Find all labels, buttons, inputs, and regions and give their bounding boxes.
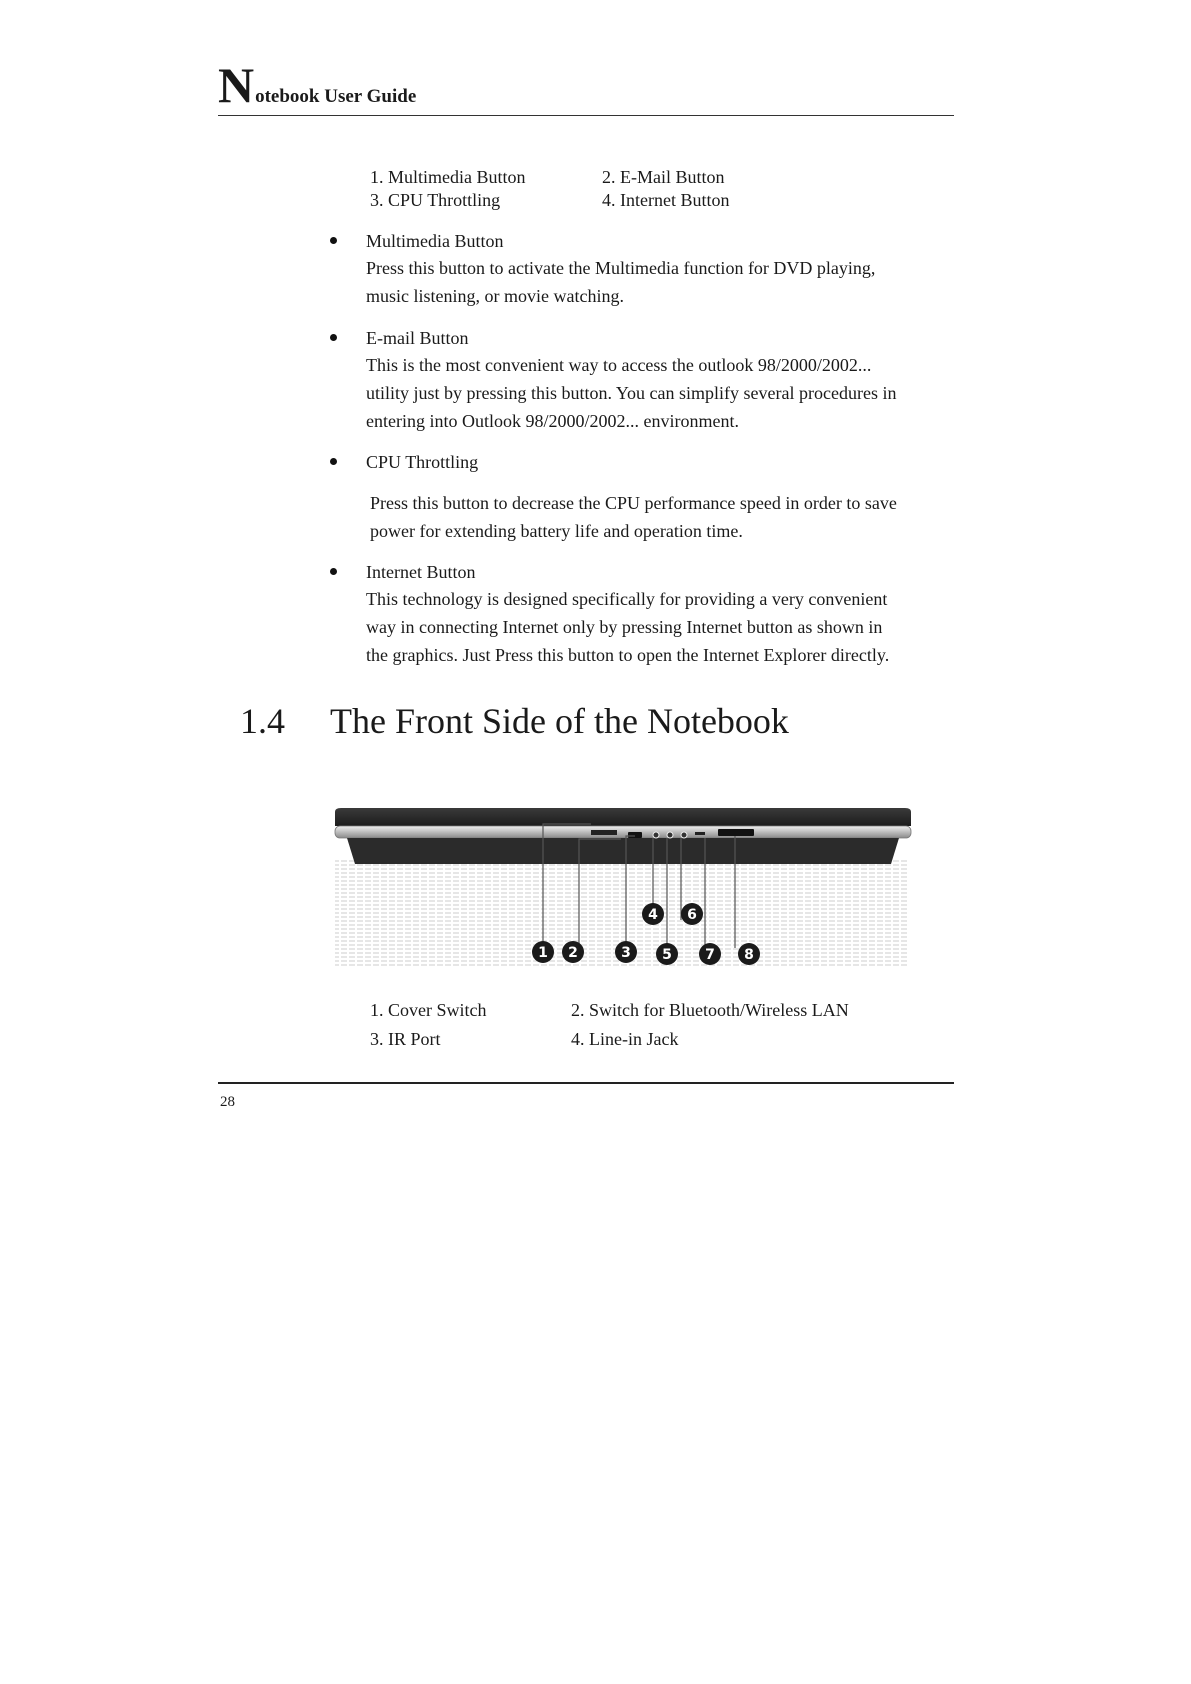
section-title: The Front Side of the Notebook xyxy=(330,701,789,741)
key-item: 3. IR Port xyxy=(370,1029,441,1049)
header-initial: N xyxy=(218,57,255,113)
notebook-trim xyxy=(335,826,911,838)
card-slot xyxy=(718,829,754,836)
notebook-lid xyxy=(335,808,911,826)
bullet-title: Internet Button xyxy=(366,562,476,582)
callout-8-label: 8 xyxy=(744,947,754,963)
bullet-dot xyxy=(330,334,337,341)
callout-1-label: 1 xyxy=(538,945,548,961)
notebook-front-figure xyxy=(333,808,913,968)
page-number: 28 xyxy=(220,1094,235,1110)
bullet-description: Press this button to activate the Multimedia function for DVD playing, music listening, or movie watching. xyxy=(366,258,876,306)
callout-2-label: 2 xyxy=(568,945,578,961)
front-led xyxy=(695,832,705,835)
key-item: 1. Cover Switch xyxy=(370,1000,487,1020)
bullet-dot xyxy=(330,568,337,575)
bullet-description: This is the most convenient way to access the outlook 98/2000/2002... utility just by pressing this button. You can simplify several procedures in entering into Outlook 98/2000/2002... environment. xyxy=(366,355,897,431)
bullet-description: This technology is designed specifically for providing a very convenient way in connecting Internet only by pressing Internet button as shown in the graphics. Just Press this button to open the Internet Explorer directly. xyxy=(366,589,890,665)
callout-7-label: 7 xyxy=(705,947,715,963)
bullet-dot xyxy=(330,237,337,244)
key-item: 3. CPU Throttling xyxy=(370,190,501,210)
bullet-title: E-mail Button xyxy=(366,328,469,348)
footer-rule xyxy=(218,1082,954,1084)
bullet-title: CPU Throttling xyxy=(366,452,479,472)
key-item: 2. E-Mail Button xyxy=(602,167,725,187)
header-title: otebook User Guide xyxy=(255,86,417,107)
header-rule xyxy=(218,115,954,116)
cover-switch xyxy=(591,830,617,835)
key-item: 4. Internet Button xyxy=(602,190,730,210)
key-item: 4. Line-in Jack xyxy=(571,1029,679,1049)
audio-jack xyxy=(667,832,673,838)
section-number: 1.4 xyxy=(240,701,285,741)
callout-6-label: 6 xyxy=(687,907,697,923)
line-in-jack xyxy=(653,832,659,838)
ir-port xyxy=(628,832,642,838)
key-item: 2. Switch for Bluetooth/Wireless LAN xyxy=(571,1000,849,1020)
callout-5-label: 5 xyxy=(662,947,672,963)
bullet-dot xyxy=(330,458,337,465)
bullet-description: Press this button to decrease the CPU performance speed in order to save power for extending battery life and operation time. xyxy=(370,493,897,541)
notebook-base xyxy=(347,838,899,864)
bullet-title: Multimedia Button xyxy=(366,231,504,251)
running-header xyxy=(218,57,417,113)
audio-jack xyxy=(681,832,687,838)
key-item: 1. Multimedia Button xyxy=(370,167,526,187)
callout-4-label: 4 xyxy=(648,907,658,923)
callout-3-label: 3 xyxy=(621,945,631,961)
